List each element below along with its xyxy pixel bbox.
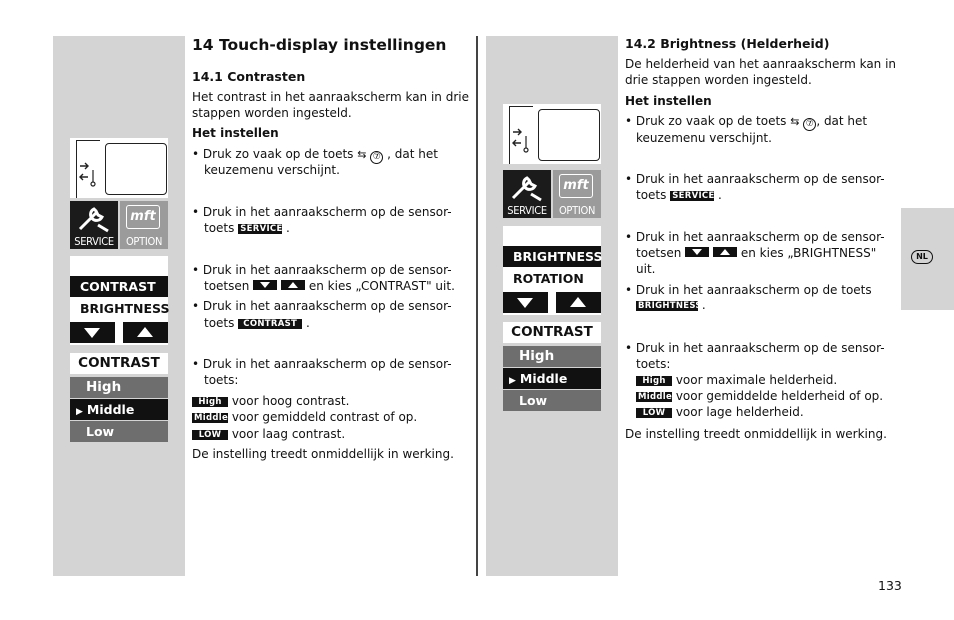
option-button[interactable]: mft OPTION: [553, 170, 601, 218]
step-2-cont: toets SERVICE .: [636, 188, 722, 202]
page-number: 133: [878, 578, 902, 593]
step-4: • Druk in het aanraakscherm op de toets: [625, 283, 872, 297]
intro-line: De helderheid van het aanraakscherm kan in: [625, 57, 897, 71]
menu-item-contrast[interactable]: CONTRAST: [70, 276, 168, 297]
menu-item-brightness[interactable]: BRIGHTNESS: [503, 246, 601, 267]
language-badge: NL: [911, 250, 933, 264]
service-button[interactable]: SERVICE: [503, 170, 551, 218]
menu-item-high[interactable]: High: [70, 377, 168, 398]
middle-badge: Middle: [194, 413, 229, 423]
wrench-icon: [507, 172, 547, 202]
middle-badge: Middle: [638, 392, 673, 402]
caret-right-icon: ▶: [509, 376, 516, 386]
step-3-cont: toetsen en kies „BRIGHTNESS": [636, 246, 877, 260]
step-1: • Druk zo vaak op de toets ⇆ ⑦ , dat het: [192, 147, 438, 162]
menu-item-middle[interactable]: ▶ Middle: [503, 368, 601, 389]
step-3-cont2: uit.: [636, 262, 656, 276]
step-4: • Druk in het aanraakscherm op de sensor-: [192, 299, 452, 313]
wrench-icon: [74, 203, 114, 233]
section-title: 14 Touch-display instellingen: [192, 36, 447, 54]
scroll-down-button[interactable]: [70, 322, 115, 343]
down-arrow-icon: [253, 280, 277, 290]
option-low: LOW voor lage helderheid.: [636, 404, 804, 420]
subsection-title-contrast: 14.1 Contrasten: [192, 69, 306, 84]
option-middle: Middle voor gemiddelde helderheid of op.: [638, 389, 884, 403]
brightness-select-menu: [503, 226, 601, 315]
device-screen: [538, 109, 600, 161]
contrast-select-menu: [70, 256, 168, 345]
brightness-level-menu: [503, 321, 601, 413]
up-arrow-icon: [713, 247, 737, 257]
footer-note: De instelling treedt onmiddellijk in werking.: [625, 427, 887, 441]
low-badge: LOW: [636, 408, 672, 418]
step-5: • Druk in het aanraakscherm op de sensor-: [625, 341, 885, 355]
camera-controls-icon: [511, 128, 531, 158]
step-2-cont: toets SERVICE .: [204, 221, 290, 235]
step-3: • Druk in het aanraakscherm op de sensor-: [192, 263, 452, 277]
service-badge: SERVICE: [240, 224, 283, 234]
step-3-cont: toetsen en kies „CONTRAST" uit.: [204, 279, 455, 293]
service-button[interactable]: SERVICE: [70, 201, 118, 249]
scroll-down-button[interactable]: [503, 292, 548, 313]
brightness-badge: BRIGHTNESS: [638, 301, 702, 311]
step-3: • Druk in het aanraakscherm op de sensor-: [625, 230, 885, 244]
step-1: • Druk zo vaak op de toets ⇆ ⑦ , dat het: [625, 114, 868, 129]
step-5-cont: toets:: [636, 357, 671, 371]
option-high: High voor hoog contrast.: [192, 393, 349, 409]
step-4-cont: BRIGHTNESS .: [638, 298, 706, 312]
contrast-level-menu: [70, 352, 168, 444]
down-arrow-icon: [685, 247, 709, 257]
menu-header-contrast: CONTRAST: [70, 353, 168, 374]
mft-logo-icon: mft: [126, 205, 160, 229]
toggle-arrows-icon: ⇆: [790, 115, 800, 128]
high-badge: High: [192, 397, 228, 407]
contrast-badge: CONTRAST: [238, 319, 302, 329]
toggle-arrows-icon: ⇆: [357, 148, 367, 161]
menu-item-rotation[interactable]: ROTATION: [503, 268, 601, 289]
step-2: • Druk in het aanraakscherm op de sensor-: [192, 205, 452, 219]
device-illustration: [503, 104, 601, 164]
step-5: • Druk in het aanraakscherm op de sensor-: [192, 357, 452, 371]
menu-header-contrast: CONTRAST: [503, 322, 601, 343]
menu-item-brightness[interactable]: BRIGHTNESS: [70, 298, 168, 319]
menu-item-high[interactable]: High: [503, 346, 601, 367]
step-1-cont: keuzemenu verschijnt.: [204, 163, 340, 177]
up-arrow-icon: [281, 280, 305, 290]
scroll-up-button[interactable]: [123, 322, 168, 343]
low-badge: LOW: [192, 430, 228, 440]
scroll-up-button[interactable]: [556, 292, 601, 313]
intro-line: Het contrast in het aanraakscherm kan in drie: [192, 90, 469, 104]
step-1-cont: keuzemenu verschijnt.: [636, 131, 772, 145]
footer-note: De instelling treedt onmiddellijk in werking.: [192, 447, 454, 461]
key-number-icon: ⑦: [370, 151, 383, 164]
step-2: • Druk in het aanraakscherm op de sensor-: [625, 172, 885, 186]
option-low: LOW voor laag contrast.: [192, 426, 345, 442]
high-badge: High: [636, 376, 672, 386]
menu-item-low[interactable]: Low: [503, 390, 601, 411]
device-screen: [105, 143, 167, 195]
caret-right-icon: ▶: [76, 407, 83, 417]
camera-controls-icon: [78, 162, 98, 192]
option-high: High voor maximale helderheid.: [636, 372, 837, 388]
step-5-cont: toets:: [204, 373, 239, 387]
column-divider: [476, 36, 478, 576]
intro-line: stappen worden ingesteld.: [192, 106, 352, 120]
step-4-cont: toets CONTRAST .: [204, 316, 310, 330]
menu-item-middle[interactable]: ▶ Middle: [70, 399, 168, 420]
het-instellen-heading: Het instellen: [192, 126, 279, 140]
option-button[interactable]: mft OPTION: [120, 201, 168, 249]
menu-item-low[interactable]: Low: [70, 421, 168, 442]
het-instellen-heading: Het instellen: [625, 94, 712, 108]
device-illustration: [70, 138, 168, 198]
intro-line: drie stappen worden ingesteld.: [625, 73, 812, 87]
option-middle: Middle voor gemiddeld contrast of op.: [194, 410, 418, 424]
mft-logo-icon: mft: [559, 174, 593, 198]
service-badge: SERVICE: [672, 191, 715, 201]
subsection-title-brightness: 14.2 Brightness (Helderheid): [625, 36, 830, 51]
key-number-icon: ⑦: [803, 118, 816, 131]
